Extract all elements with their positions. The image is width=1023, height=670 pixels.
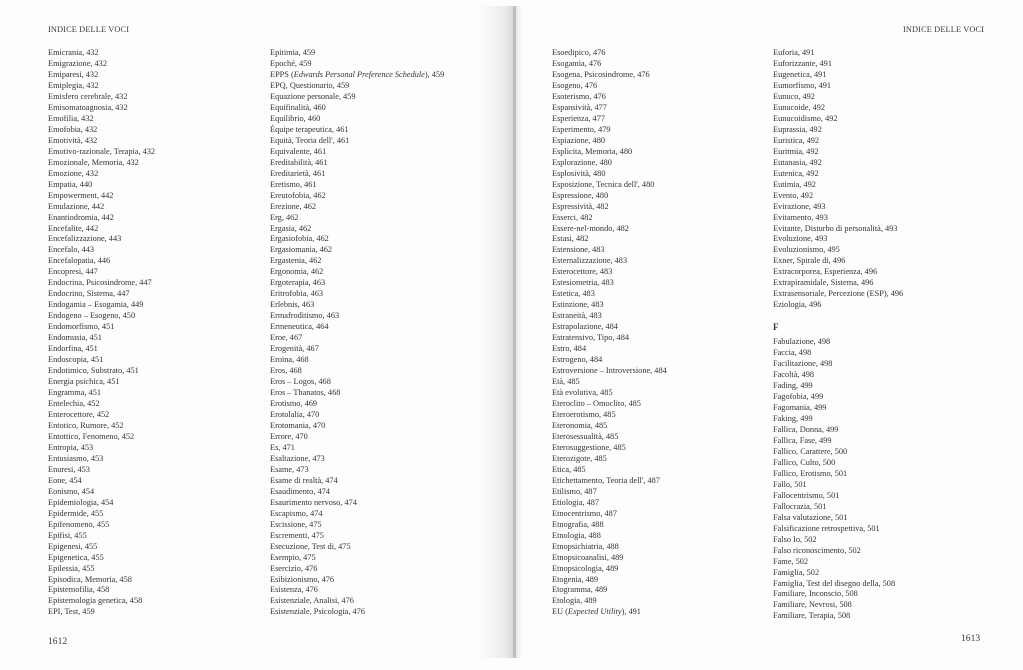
index-entry: Euforia, 491 (773, 48, 815, 57)
index-entry: Eonismo, 454 (48, 486, 95, 496)
index-entry: Esposizione, Tecnica dell', 480 (552, 179, 655, 189)
index-entry: Espansività, 477 (552, 102, 607, 112)
index-entry: Erg, 462 (270, 212, 299, 222)
index-entry (270, 70, 444, 81)
index-entry: Fallocentrismo, 501 (773, 490, 840, 500)
index-entry: Espressività, 482 (552, 201, 609, 211)
index-entry: Esogena, Psicosindrome, 476 (552, 69, 650, 79)
index-entry: Encefalite, 442 (48, 223, 99, 233)
index-entry: Eunuco, 492 (773, 91, 815, 101)
index-entry: Enantiodromia, 442 (48, 212, 114, 222)
index-entry: Endogamia – Esogamia, 449 (48, 300, 144, 310)
index-entry: Esterocettore, 483 (552, 267, 613, 277)
index-entry: Eterosessualità, 485 (552, 431, 619, 441)
index-entry: Esaltazione, 473 (270, 453, 325, 463)
index-entry: Eutenica, 492 (773, 168, 819, 178)
index-entry: Ergasiomania, 462 (270, 245, 333, 255)
index-entry: Fallica, Donna, 499 (773, 424, 839, 434)
index-entry: Esame, 473 (270, 464, 309, 474)
index-entry: Erogenità, 467 (270, 344, 319, 354)
index-entry: Falsificazione retrospettiva, 501 (773, 523, 880, 533)
index-entry: Ereutofobia, 462 (270, 190, 326, 200)
index-entry: Eunucoide, 492 (773, 102, 826, 112)
index-entry: Emofilia, 432 (48, 113, 94, 123)
index-entry: Entottico, Fenomeno, 452 (48, 431, 135, 441)
index-entry: Falsa valutazione, 501 (773, 512, 848, 522)
index-entry: Esistenziale, Psicologia, 476 (270, 607, 365, 617)
right-page-number: 1613 (961, 633, 981, 644)
index-entry: Etnopsicologia, 489 (552, 563, 619, 573)
index-entry: Engramma, 451 (48, 388, 101, 398)
index-entry: Ergasia, 462 (270, 223, 312, 233)
index-entry: Familiare, Nevrosi, 508 (773, 600, 852, 610)
index-entry: Ergastenia, 462 (270, 256, 322, 266)
entry-italic-title: Expected Utility (567, 607, 622, 617)
index-entry: Falso Io, 502 (773, 534, 817, 544)
index-entry: Facoltà, 498 (773, 370, 815, 380)
index-entry: Escissione, 475 (270, 519, 322, 529)
index-entry: Emicrania, 432 (48, 48, 99, 57)
index-entry: Evitante, Disturbo di personalità, 493 (773, 223, 898, 233)
index-entry: Esserci, 482 (552, 212, 593, 222)
index-entry: Equifinalità, 460 (270, 102, 326, 112)
index-entry: Entropia, 453 (48, 442, 94, 452)
index-entry: Essere-nel-mondo, 482 (552, 223, 629, 233)
index-entry: Epilessia, 455 (48, 563, 95, 573)
index-entry: Fallico, Carattere, 500 (773, 446, 848, 456)
index-entry: Etnopsichiatria, 488 (552, 541, 619, 551)
left-page-number: 1612 (48, 636, 68, 647)
index-entry: Entotico, Rumore, 452 (48, 420, 124, 430)
index-entry: Epistemofilia, 458 (48, 585, 110, 595)
index-entry: Eros – Logos, 468 (270, 377, 331, 387)
index-entry: Faking, 499 (773, 413, 813, 423)
index-entry: Evitamento, 493 (773, 212, 828, 222)
index-entry: Estetica, 483 (552, 289, 595, 299)
index-entry: Escapismo, 474 (270, 508, 323, 518)
index-entry: Ermeneutica, 464 (270, 322, 329, 332)
index-entry: Eutimia, 492 (773, 179, 816, 189)
index-entry: Fallocrazia, 501 (773, 501, 827, 511)
index-entry: Eone, 454 (48, 475, 82, 485)
index-entry (552, 607, 667, 618)
index-entry: Espiazione, 480 (552, 135, 605, 145)
index-entry: Ergonomia, 462 (270, 267, 324, 277)
index-entry: Endogeno – Esogeno, 450 (48, 311, 136, 321)
index-entry: Eros – Thanatos, 468 (270, 388, 341, 398)
index-entry: Ergoterapia, 463 (270, 278, 326, 288)
index-entry: Etica, 485 (552, 464, 586, 474)
index-entry: Endocrina, Psicosindrome, 447 (48, 278, 152, 288)
index-entry: Eroe, 467 (270, 333, 303, 343)
index-entry: Evoluzione, 493 (773, 234, 828, 244)
index-entry: Eroina, 468 (270, 355, 309, 365)
index-entry: Encopresi, 447 (48, 267, 98, 277)
index-entry: Emotività, 432 (48, 135, 98, 145)
index-entry: Età, 485 (552, 377, 580, 387)
index-entry: Ereditabilità, 461 (270, 157, 328, 167)
index-entry: Esogeno, 476 (552, 80, 598, 90)
index-entry: Estinzione, 483 (552, 300, 604, 310)
index-entry: Estrapolazione, 484 (552, 322, 618, 332)
index-entry: Equità, Teoria dell', 461 (270, 135, 350, 145)
index-entry: Esempio, 475 (270, 552, 316, 562)
index-entry: Evento, 492 (773, 190, 814, 200)
index-entry: Epifenomeno, 455 (48, 519, 110, 529)
index-entry: Erotismo, 469 (270, 399, 318, 408)
index-entry: Emozionale, Memoria, 432 (48, 157, 139, 167)
index-entry: Eteronomia, 485 (552, 420, 608, 430)
gutter-shadow (478, 6, 514, 658)
index-entry: Ergasiofobia, 462 (270, 234, 329, 244)
index-entry: Emulazione, 442 (48, 201, 105, 211)
index-entry: Estrogeno, 484 (552, 355, 603, 365)
index-entry: Esplosività, 480 (552, 168, 606, 178)
index-entry: Epoché, 459 (270, 58, 312, 68)
index-entry: EPQ, Questionario, 459 (270, 80, 350, 90)
index-entry: Fabulazione, 498 (773, 337, 831, 347)
index-entry: Équipe terapeutica, 461 (270, 124, 349, 134)
index-entry: Emisfero cerebrale, 432 (48, 91, 128, 101)
index-entry: Escrementi, 475 (270, 530, 324, 540)
index-entry: Erotomania, 470 (270, 420, 326, 430)
index-entry: Encefalopatia, 446 (48, 256, 111, 266)
index-entry: Estesiometria, 483 (552, 278, 614, 288)
index-entry: Euforizzante, 491 (773, 58, 832, 68)
index-entry: Etogenia, 489 (552, 574, 599, 584)
section-letter-heading: F (773, 322, 779, 333)
index-entry: Eterozigote, 485 (552, 453, 607, 463)
index-entry: Entusiasmo, 453 (48, 453, 104, 463)
index-entry: Endorfina, 451 (48, 344, 98, 354)
index-entry: Fallo, 501 (773, 479, 807, 489)
index-entry: Eumorfismo, 491 (773, 80, 832, 90)
index-entry: Endoscopia, 451 (48, 355, 104, 365)
index-entry: Esternalizzazione, 483 (552, 256, 628, 266)
index-entry: Falso riconoscimento, 502 (773, 545, 861, 555)
index-entry: Fading, 499 (773, 381, 813, 391)
index-entry: Età evolutiva, 485 (552, 388, 613, 398)
index-entry: Facilitazione, 498 (773, 359, 833, 369)
index-entry: Erezione, 462 (270, 201, 317, 211)
index-entry: Encefalo, 443 (48, 245, 95, 255)
index-entry: Esogamia, 476 (552, 58, 602, 68)
index-entry: Famiglia, Test del disegno della, 508 (773, 578, 896, 588)
index-entry: Emofobia, 432 (48, 124, 98, 134)
index-entry: Ermafroditismo, 463 (270, 311, 340, 321)
index-entry: Epifisi, 455 (48, 530, 87, 540)
index-entry: Euritmia, 492 (773, 146, 819, 156)
index-entry: Fallico, Erotismo, 501 (773, 468, 848, 478)
left-running-head: INDICE DELLE VOCI (48, 25, 130, 34)
index-entry: Esistenza, 476 (270, 585, 318, 595)
index-entry: Emiparesi, 432 (48, 69, 99, 79)
index-entry: Esecuzione, Test di, 475 (270, 541, 351, 551)
index-entry: Fagofobia, 499 (773, 392, 824, 402)
index-entry: Esplicita, Memoria, 480 (552, 146, 633, 156)
index-entry: Fallica, Fase, 499 (773, 435, 832, 445)
index-entry: Exner, Spirale di, 496 (773, 256, 846, 266)
index-entry: Epigenetica, 455 (48, 552, 104, 562)
index-entry: Familiare, Inconscio, 508 (773, 589, 858, 599)
index-entry: Estraneità, 483 (552, 311, 602, 321)
index-entry: Epidemiologia, 454 (48, 497, 114, 507)
index-entry: Euristica, 492 (773, 135, 820, 145)
index-entry: Estratensivo, Tipo, 484 (552, 333, 629, 343)
index-entry: Etologia, 489 (552, 596, 597, 606)
index-entry: Esame di realtà, 474 (270, 475, 338, 485)
index-entry: Esperimento, 479 (552, 124, 611, 134)
index-entry: Entelechia, 452 (48, 399, 100, 408)
index-entry: Eros, 468 (270, 366, 302, 376)
index-entry: Espressione, 480 (552, 190, 609, 200)
right-running-head: INDICE DELLE VOCI (903, 25, 985, 34)
index-entry: Esistenziale, Analisi, 476 (270, 596, 354, 606)
index-entry: Eutanasia, 492 (773, 157, 822, 167)
index-entry: Endomusia, 451 (48, 333, 102, 343)
index-entry: Estensione, 483 (552, 245, 605, 255)
index-entry: Eteroclito – Omoclito, 485 (552, 399, 641, 408)
index-entry: Emiplegia, 432 (48, 80, 99, 90)
index-entry: Equazione personale, 459 (270, 91, 356, 101)
entry-text: EU ( (552, 607, 568, 617)
index-entry: Estroversione – Introversione, 484 (552, 366, 667, 376)
index-entry: Etilismo, 487 (552, 486, 597, 496)
index-entry: Etnologia, 488 (552, 530, 601, 540)
index-entry: Equilibrio, 460 (270, 113, 321, 123)
index-entry: Epidermide, 455 (48, 508, 104, 518)
index-entry: Famiglia, 502 (773, 567, 820, 577)
index-entry: Ereditarietà, 461 (270, 168, 326, 178)
index-entry: Empowerment, 442 (48, 190, 114, 200)
index-entry: Extrapiramidale, Sistema, 496 (773, 278, 874, 288)
index-entry: Encefalizzazione, 443 (48, 234, 122, 244)
index-entry: Epitimia, 459 (270, 48, 316, 57)
entry-italic-title: Edwards Personal Preference Schedule (293, 69, 425, 79)
index-entry: Fallico, Culto, 500 (773, 457, 836, 467)
index-entry: Fagomania, 499 (773, 403, 827, 412)
index-entry: Endocrino, Sistema, 447 (48, 289, 130, 299)
index-entry: Evirazione, 493 (773, 201, 826, 211)
index-entry: Episodica, Memoria, 458 (48, 574, 132, 584)
index-entry: Esoterismo, 476 (552, 91, 606, 101)
index-entry: Errore, 470 (270, 431, 308, 441)
index-entry: Endotimico, Substrato, 451 (48, 366, 139, 376)
section-spacer (773, 311, 903, 322)
index-entry: Etichettamento, Teoria dell', 487 (552, 475, 660, 485)
index-entry: Eziologia, 496 (773, 300, 822, 310)
index-column-3 (552, 48, 667, 618)
index-column-2 (270, 48, 444, 618)
index-entry: Eritrofobia, 463 (270, 289, 323, 299)
entry-text: EPPS ( (270, 69, 294, 79)
index-entry: Familiare, Terapia, 508 (773, 611, 851, 621)
index-entry: Eretismo, 461 (270, 179, 317, 189)
index-entry: Faccia, 498 (773, 348, 812, 358)
index-entry: Estro, 484 (552, 344, 587, 354)
index-entry: Erlebnis, 463 (270, 300, 315, 310)
index-entry: Equivalente, 461 (270, 146, 327, 156)
index-entry: Evoluzionismo, 495 (773, 245, 840, 255)
index-entry: Esibizionismo, 476 (270, 574, 335, 584)
index-entry: Es, 471 (270, 442, 295, 452)
index-entry: Enuresi, 453 (48, 464, 90, 474)
index-entry: Energia psichica, 451 (48, 377, 120, 387)
index-entry: Etnocentrismo, 487 (552, 508, 617, 518)
index-entry: Esperienza, 477 (552, 113, 605, 123)
index-entry: Epistemologia genetica, 458 (48, 596, 143, 606)
index-entry: Extracorporea, Esperienza, 496 (773, 267, 878, 277)
index-column-1 (48, 48, 155, 618)
spine-shade (516, 6, 522, 658)
entry-page-ref: ), 459 (424, 69, 445, 79)
index-entry: Eunucoidismo, 492 (773, 113, 838, 123)
index-entry: Esercizio, 476 (270, 563, 318, 573)
index-entry: Emigrazione, 432 (48, 58, 107, 68)
index-entry: Etiologia, 487 (552, 497, 600, 507)
index-entry: Etnopsicoanalisi, 489 (552, 552, 624, 562)
index-entry: Empatia, 440 (48, 179, 93, 189)
entry-page-ref: ), 491 (621, 607, 641, 617)
index-column-4 (773, 48, 903, 622)
index-entry: Esaurimento nervoso, 474 (270, 497, 357, 507)
index-entry: Emisomatoagnosia, 432 (48, 102, 128, 112)
index-entry: Etnografia, 488 (552, 519, 604, 529)
index-entry: Eterosuggestione, 485 (552, 442, 626, 452)
index-entry: Emozione, 432 (48, 168, 99, 178)
index-entry: Endomorfismo, 451 (48, 322, 115, 332)
index-entry: Extrasensoriale, Percezione (ESP), 496 (773, 289, 904, 299)
index-entry: Emotivo-razionale, Terapia, 432 (48, 146, 156, 156)
index-entry: Enterocettore, 452 (48, 409, 110, 419)
index-entry: Esoedipico, 476 (552, 48, 606, 57)
index-entry: Erotolalia, 470 (270, 409, 320, 419)
index-entry: Euprassia, 492 (773, 124, 822, 134)
index-entry: Esplorazione, 480 (552, 157, 612, 167)
index-entry: Etogramma, 489 (552, 585, 608, 595)
index-entry: Esaudimento, 474 (270, 486, 330, 496)
index-entry: Estasi, 482 (552, 234, 589, 244)
index-entry: Eugenetica, 491 (773, 69, 827, 79)
index-entry: Epigenesi, 455 (48, 541, 98, 551)
index-entry: Eteroerotismo, 485 (552, 409, 616, 419)
index-entry: EPI, Test, 459 (48, 607, 95, 617)
index-entry: Fame, 502 (773, 556, 809, 566)
